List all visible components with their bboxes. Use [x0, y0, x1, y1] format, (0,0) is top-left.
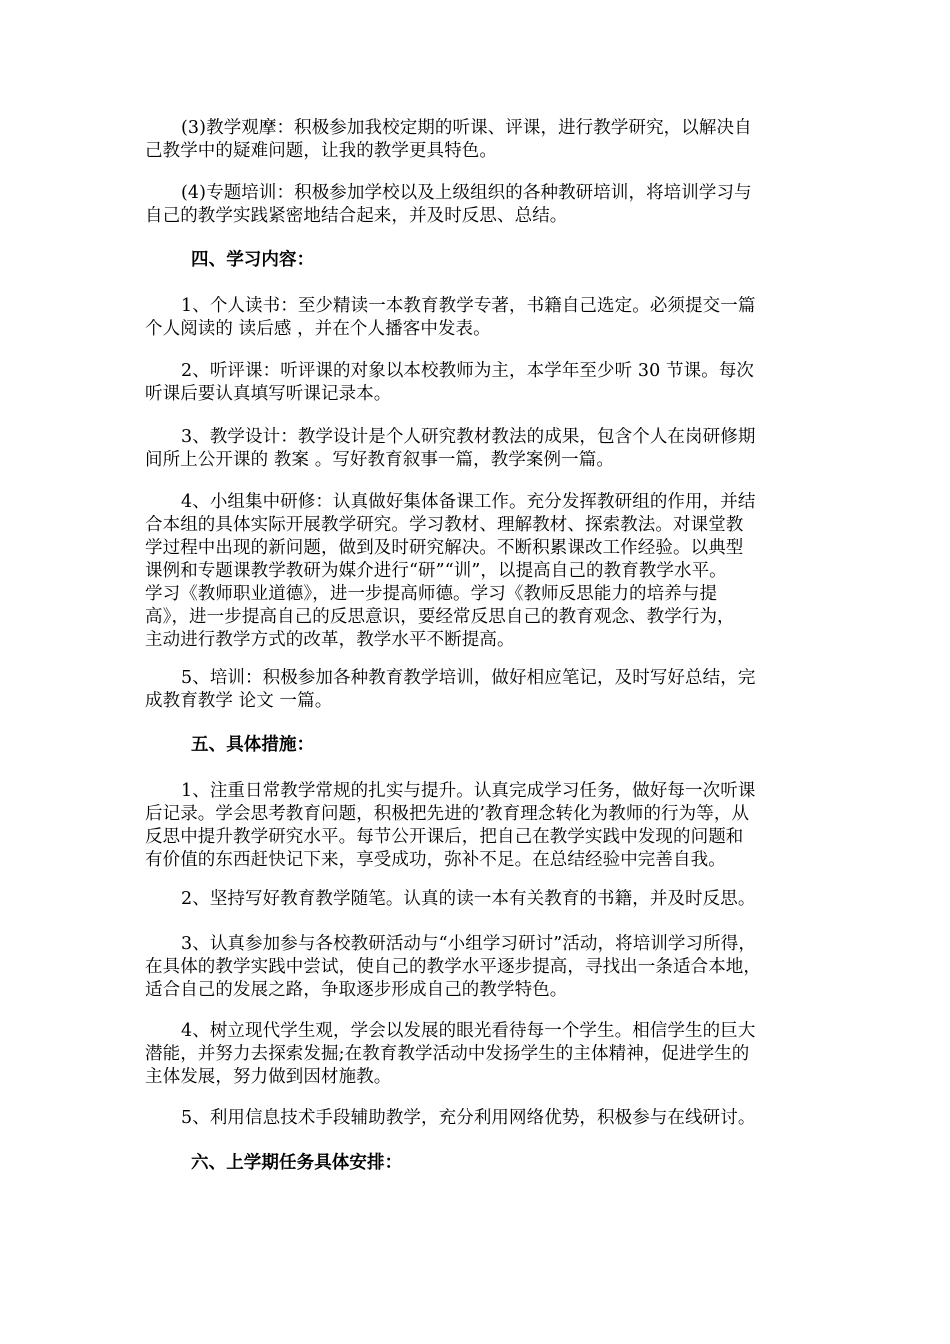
text-line: 有价值的东西赶快记下来，享受成功，弥补不足。在总结经验中完善自我。 [145, 850, 726, 870]
text-line: 主动进行教学方式的改革，教学水平不断提高。 [145, 630, 515, 650]
text-line: 1、注重日常教学常规的扎实与提升。认真完成学习任务，做好每一次听课 [181, 781, 756, 801]
text-line: 课例和专题课教学教研为媒介进行“研”“训”，以提高自己的教育教学水平。 [145, 561, 727, 581]
text-line: 5、培训：积极参加各种教育教学培训，做好相应笔记，及时写好总结，完 [181, 668, 756, 688]
section-heading: 六、上学期任务具体安排： [191, 1153, 403, 1173]
heading-learning-content [145, 249, 815, 272]
text-line: 潜能，并努力去探索发掘;在教育教学活动中发扬学生的主体精神，促进学生的 [145, 1044, 750, 1064]
paragraph-personal-reading [145, 295, 815, 341]
text-line: 适合自己的发展之路，争取逐步形成自己的教学特色。 [145, 980, 568, 1000]
text-line: (3)教学观摩：积极参加我校定期的听课、评课，进行教学研究，以解决自 [181, 118, 752, 138]
paragraph-teaching-observation [145, 117, 815, 163]
text-line: 在具体的教学实践中尝试，使自己的教学水平逐步提高，寻找出一条适合本地， [145, 957, 761, 977]
text-line: 间所上公开课的 教案 。写好教育叙事一篇，教学案例一篇。 [145, 450, 614, 470]
text-line: 高》，进一步提高自己的反思意识，要经常反思自己的教育观念、教学行为， [145, 607, 735, 627]
paragraph-measure-2 [145, 888, 815, 911]
text-line: 反思中提升教学研究水平。每节公开课后，把自己在教学实践中发现的问题和 [145, 827, 744, 847]
text-line: 主体发展，努力做到因材施教。 [145, 1067, 392, 1087]
text-line: 5、利用信息技术手段辅助教学，充分利用网络优势，积极参与在线研讨。 [181, 1108, 756, 1128]
section-heading: 五、具体措施： [191, 735, 315, 755]
text-line: 3、认真参加参与各校教研活动与“小组学习研讨”活动，将培训学习所得， [181, 934, 756, 954]
text-line: 学过程中出现的新问题，做到及时研究解决。不断积累课改工作经验。以典型 [145, 538, 744, 558]
text-line: 后记录。学会思考教育问题，积极把先进的’教育理念转化为教师的行为等，从 [145, 804, 750, 824]
heading-specific-measures [145, 734, 815, 757]
section-heading: 四、学习内容： [191, 250, 315, 270]
paragraph-group-study [145, 491, 815, 652]
text-line: 合本组的具体实际开展教学研究。学习教材、理解教材、探索教法。对课堂教 [145, 515, 744, 535]
paragraph-measure-4 [145, 1020, 815, 1089]
paragraph-teaching-design [145, 426, 815, 472]
text-line: 成教育教学 论文 一篇。 [145, 691, 333, 711]
paragraph-measure-5 [145, 1107, 815, 1130]
text-line: 己教学中的疑难问题，让我的教学更具特色。 [145, 141, 497, 161]
paragraph-training [145, 667, 815, 713]
text-line: 学习《教师职业道德》，进一步提高师德。学习《教师反思能力的培养与提 [145, 584, 718, 604]
text-line: 听课后要认真填写听课记录本。 [145, 384, 392, 404]
text-line: 自己的教学实践紧密地结合起来，并及时反思、总结。 [145, 206, 568, 226]
text-line: 1、个人读书：至少精读一本教育教学专著，书籍自己选定。必须提交一篇 [181, 296, 756, 316]
text-line: 2、坚持写好教育教学随笔。认真的读一本有关教育的书籍，并及时反思。 [181, 889, 756, 909]
paragraph-measure-1 [145, 780, 815, 872]
text-line: 4、树立现代学生观，学会以发展的眼光看待每一个学生。相信学生的巨大 [181, 1021, 756, 1041]
text-line: (4)专题培训：积极参加学校以及上级组织的各种教研培训，将培训学习与 [181, 183, 752, 203]
text-line: 4、小组集中研修：认真做好集体备课工作。充分发挥教研组的作用，并结 [181, 492, 756, 512]
heading-semester-schedule [145, 1152, 815, 1175]
paragraph-topic-training [145, 182, 815, 228]
text-line: 3、教学设计：教学设计是个人研究教材教法的成果，包含个人在岗研修期 [181, 427, 756, 447]
text-line: 2、听评课：听评课的对象以本校教师为主，本学年至少听 30 节课。每次 [181, 361, 755, 381]
paragraph-measure-3 [145, 933, 815, 1002]
paragraph-lesson-evaluation [145, 360, 815, 406]
text-line: 个人阅读的 读后感 ，并在个人播客中发表。 [145, 319, 491, 339]
